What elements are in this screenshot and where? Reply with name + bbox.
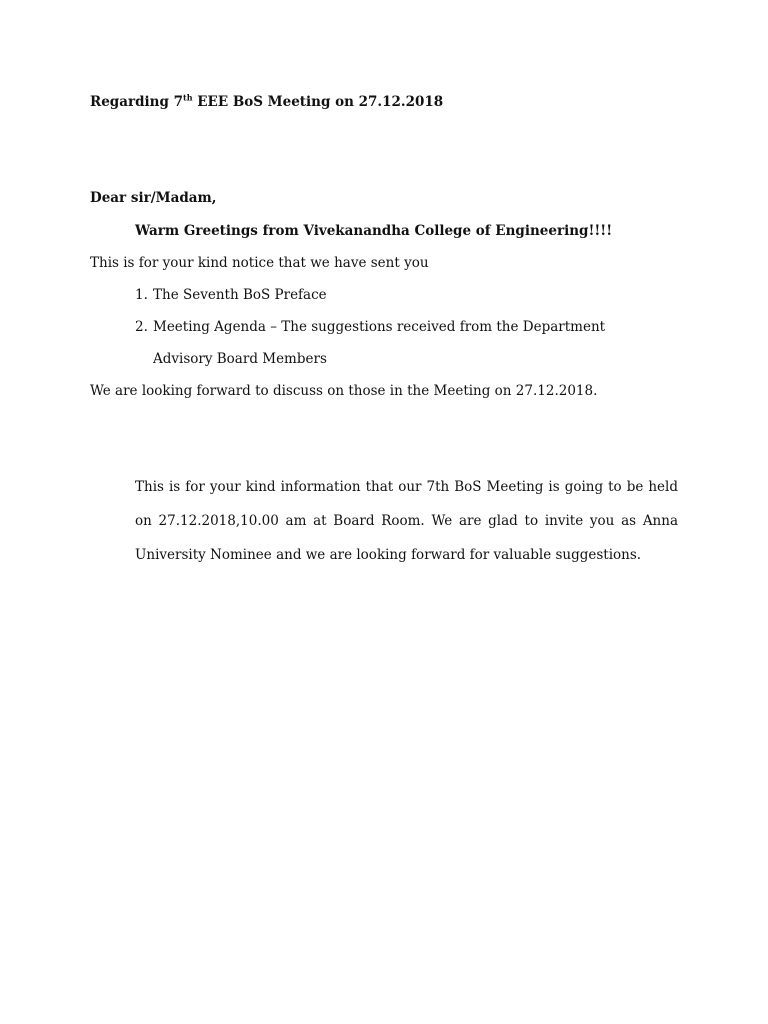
salutation: Dear sir/Madam,	[90, 190, 217, 206]
paragraph-line: University Nominee and we are looking forward for valuable suggestions.	[135, 547, 642, 563]
subject-prefix: Regarding 7	[90, 94, 184, 110]
list-item-continuation: Advisory Board Members	[153, 351, 327, 367]
list-item-text: Meeting Agenda – The suggestions received from the Department	[153, 319, 606, 335]
subject-line	[90, 94, 443, 110]
forward-line: We are looking forward to discuss on those in the Meeting on 27.12.2018.	[90, 383, 598, 399]
list-item	[135, 287, 327, 303]
intro-line: This is for your kind notice that we have sent you	[90, 255, 429, 271]
list-item-number: 2.	[135, 319, 148, 335]
list-item-text: The Seventh BoS Preface	[153, 287, 327, 303]
subject-suffix: EEE BoS Meeting on 27.12.2018	[192, 94, 444, 110]
greeting: Warm Greetings from Vivekanandha College of Engineering!!!!	[135, 223, 613, 239]
list-item-number: 1.	[135, 287, 148, 303]
paragraph-line: This is for your kind information that our 7th BoS Meeting is going to be held	[135, 479, 678, 495]
paragraph-line: on 27.12.2018,10.00 am at Board Room. We are glad to invite you as Anna	[135, 513, 678, 529]
invitation-paragraph	[135, 479, 678, 581]
subject-superscript: th	[183, 92, 193, 103]
list-item	[135, 319, 605, 335]
